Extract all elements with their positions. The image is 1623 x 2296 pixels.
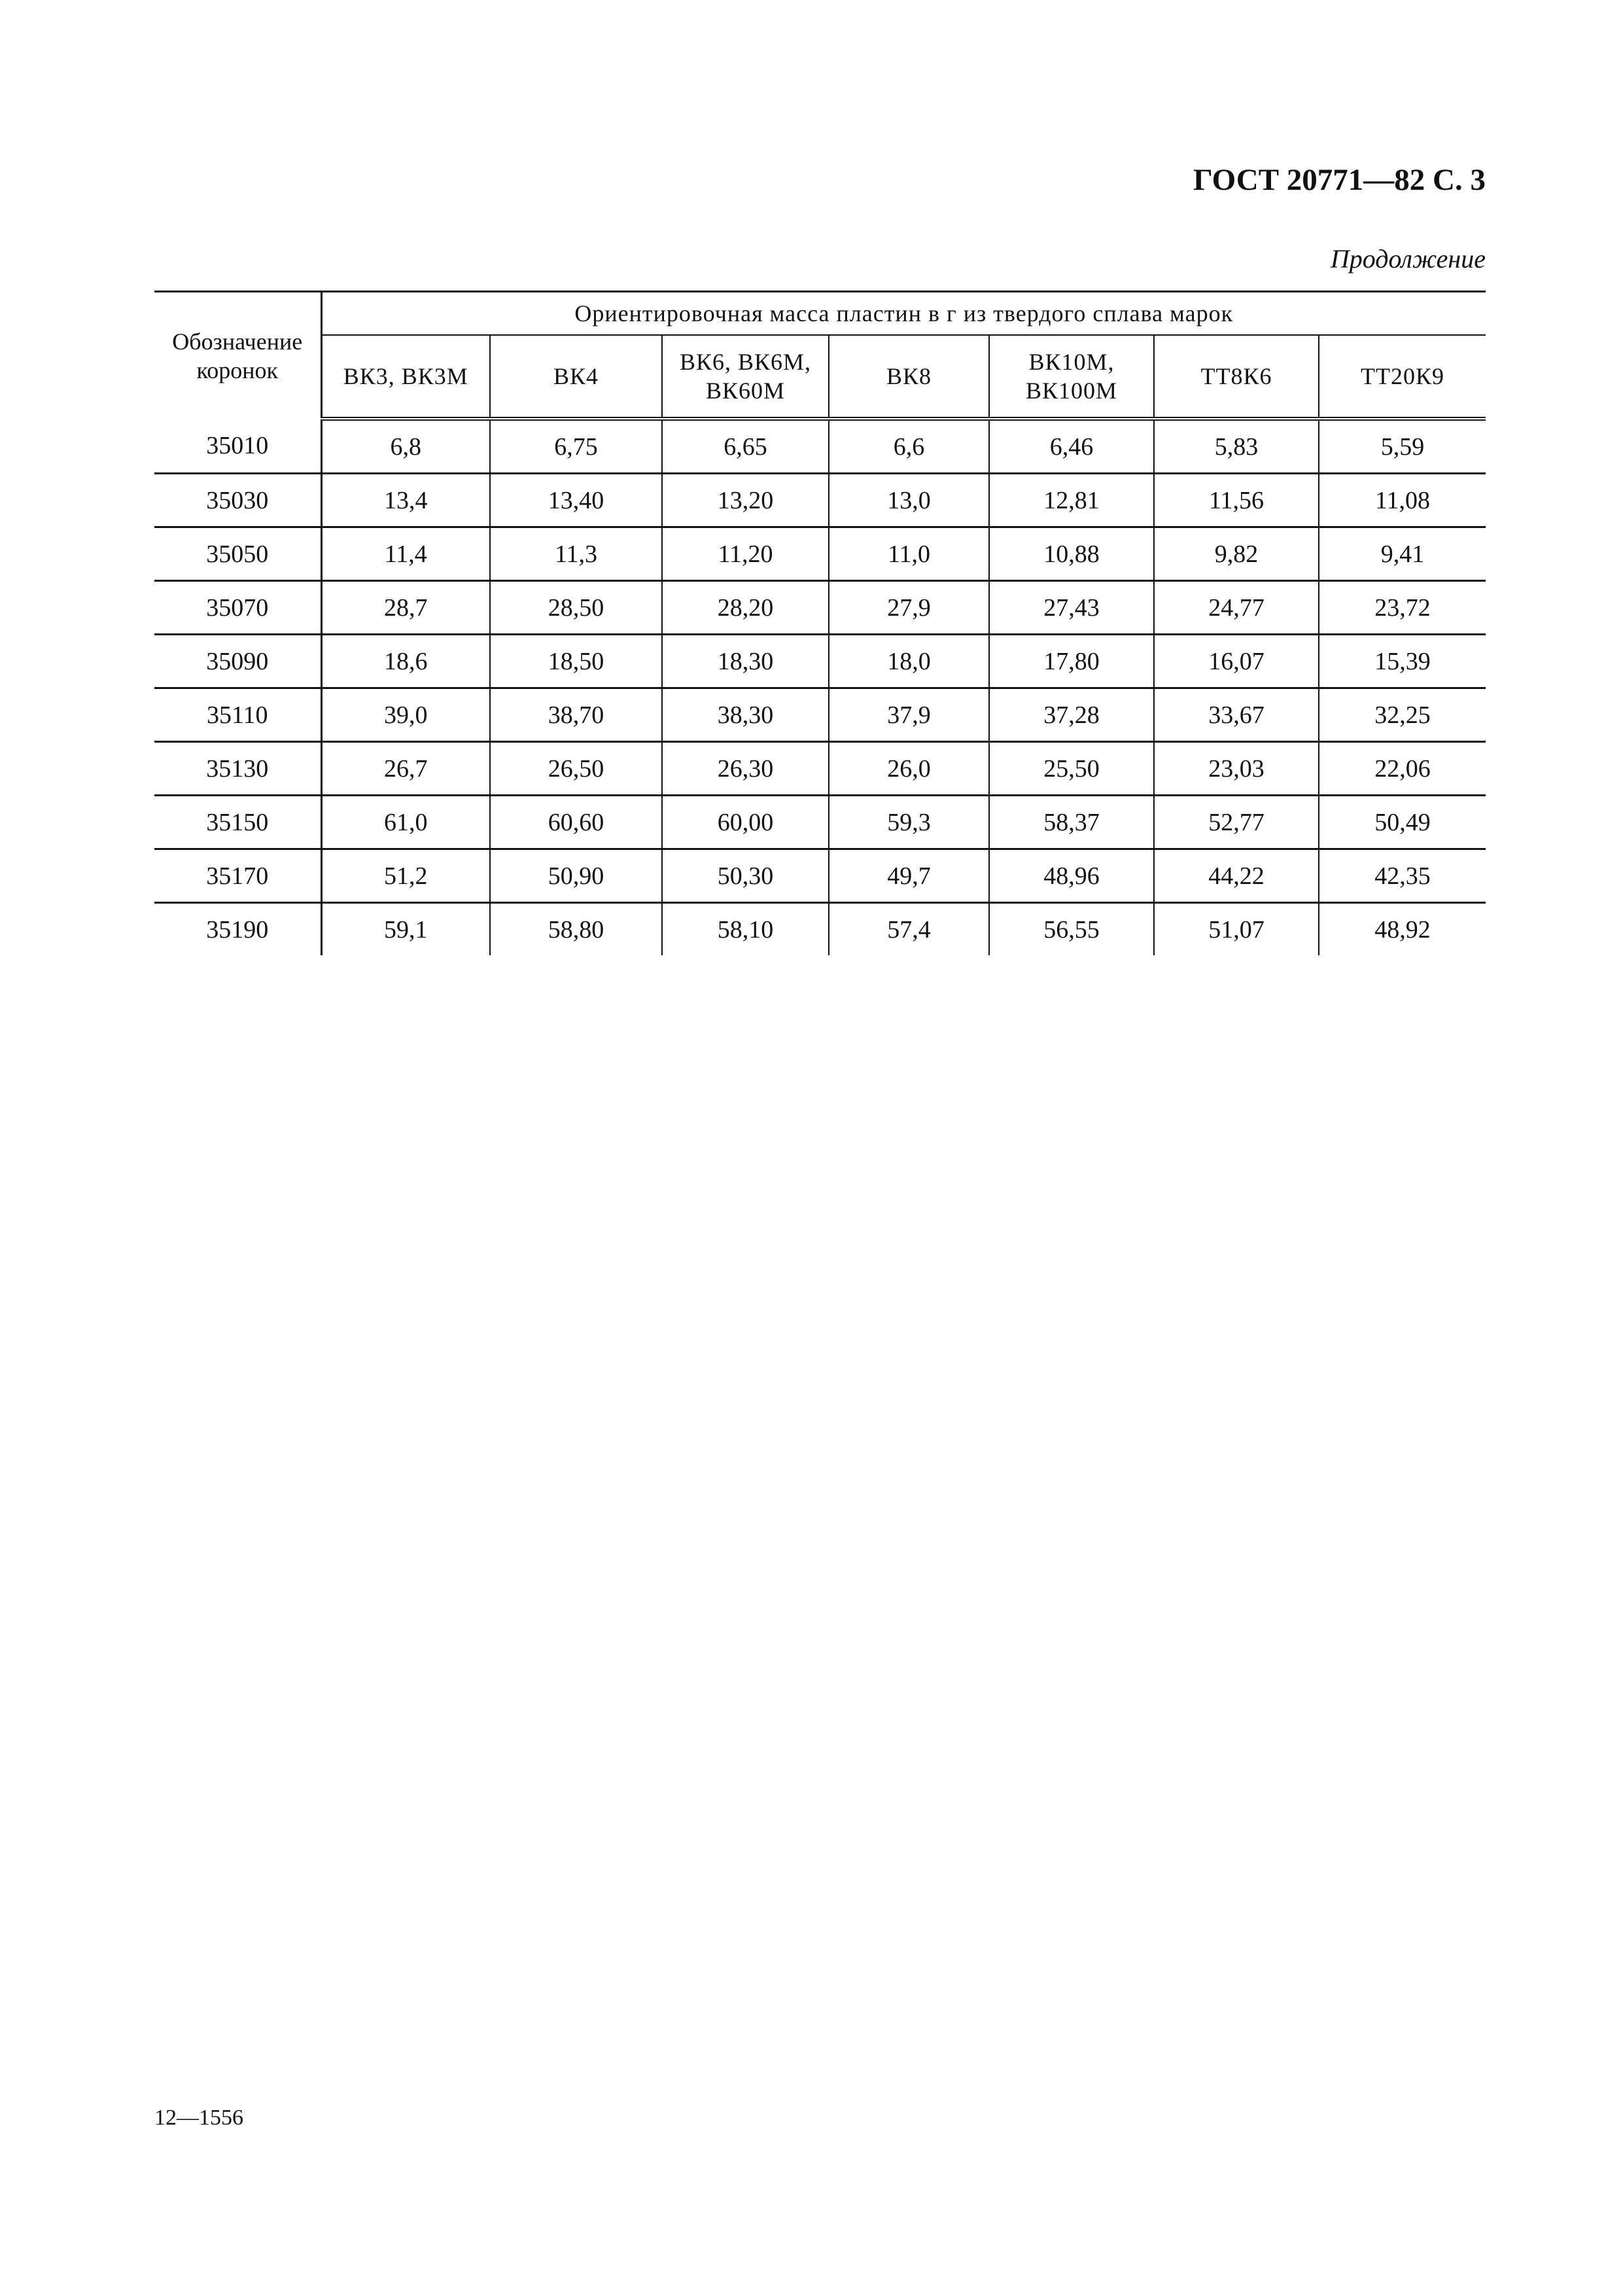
cell-code: 35150 xyxy=(154,796,321,849)
cell-mass: 9,41 xyxy=(1319,527,1486,581)
cell-code: 35050 xyxy=(154,527,321,581)
table-row xyxy=(154,796,1486,849)
column-header-grade: ВК6, ВК6М, ВК60М xyxy=(662,335,829,419)
table-row xyxy=(154,474,1486,527)
cell-mass: 28,50 xyxy=(490,581,662,635)
table-row xyxy=(154,527,1486,581)
cell-mass: 26,50 xyxy=(490,742,662,796)
cell-mass: 5,59 xyxy=(1319,419,1486,474)
cell-mass: 10,88 xyxy=(989,527,1154,581)
cell-mass: 6,75 xyxy=(490,419,662,474)
cell-mass: 44,22 xyxy=(1154,849,1319,903)
column-header-grade: ВК8 xyxy=(829,335,989,419)
table-row xyxy=(154,742,1486,796)
cell-mass: 13,40 xyxy=(490,474,662,527)
table-body xyxy=(154,419,1486,955)
page-title: ГОСТ 20771—82 С. 3 xyxy=(1193,163,1486,197)
cell-mass: 17,80 xyxy=(989,635,1154,688)
cell-mass: 15,39 xyxy=(1319,635,1486,688)
cell-mass: 38,30 xyxy=(662,688,829,742)
cell-mass: 37,9 xyxy=(829,688,989,742)
cell-code: 35170 xyxy=(154,849,321,903)
mass-table-container xyxy=(154,291,1486,955)
cell-mass: 16,07 xyxy=(1154,635,1319,688)
cell-mass: 39,0 xyxy=(321,688,490,742)
cell-mass: 18,30 xyxy=(662,635,829,688)
cell-mass: 60,00 xyxy=(662,796,829,849)
cell-code: 35090 xyxy=(154,635,321,688)
cell-code: 35010 xyxy=(154,419,321,474)
cell-mass: 18,0 xyxy=(829,635,989,688)
cell-mass: 11,56 xyxy=(1154,474,1319,527)
cell-mass: 26,30 xyxy=(662,742,829,796)
cell-mass: 6,65 xyxy=(662,419,829,474)
cell-mass: 50,90 xyxy=(490,849,662,903)
cell-mass: 60,60 xyxy=(490,796,662,849)
cell-mass: 57,4 xyxy=(829,903,989,956)
cell-mass: 27,9 xyxy=(829,581,989,635)
cell-mass: 13,0 xyxy=(829,474,989,527)
cell-mass: 25,50 xyxy=(989,742,1154,796)
cell-mass: 26,7 xyxy=(321,742,490,796)
cell-mass: 27,43 xyxy=(989,581,1154,635)
cell-mass: 49,7 xyxy=(829,849,989,903)
table-row xyxy=(154,581,1486,635)
cell-mass: 9,82 xyxy=(1154,527,1319,581)
cell-mass: 58,37 xyxy=(989,796,1154,849)
cell-mass: 37,28 xyxy=(989,688,1154,742)
column-group-header: Ориентировочная масса пластин в г из твердого сплава марок xyxy=(321,292,1486,336)
cell-mass: 58,10 xyxy=(662,903,829,956)
cell-mass: 48,92 xyxy=(1374,915,1431,944)
cell-mass: 5,83 xyxy=(1154,419,1319,474)
cell-mass: 51,07 xyxy=(1154,903,1319,956)
print-code: 12—1556 xyxy=(154,2106,243,2130)
cell-mass: 56,55 xyxy=(989,903,1154,956)
cell-mass: 58,80 xyxy=(490,903,662,956)
cell-mass: 51,2 xyxy=(321,849,490,903)
cell-mass: 23,03 xyxy=(1154,742,1319,796)
table-row xyxy=(154,635,1486,688)
column-header-grade: ВК3, ВК3М xyxy=(321,335,490,419)
cell-mass: 13,4 xyxy=(321,474,490,527)
table-header xyxy=(154,292,1486,419)
cell-code: 35190 xyxy=(154,903,321,956)
cell-mass: 59,3 xyxy=(829,796,989,849)
cell-mass: 6,6 xyxy=(829,419,989,474)
column-header-grade: ВК4 xyxy=(490,335,662,419)
column-header-code: Обозначение коронок xyxy=(154,292,321,419)
cell-mass: 23,72 xyxy=(1319,581,1486,635)
mass-table xyxy=(154,291,1486,955)
cell-mass: 28,20 xyxy=(662,581,829,635)
cell-mass: 42,35 xyxy=(1319,849,1486,903)
cell-mass: 32,25 xyxy=(1319,688,1486,742)
cell-mass: 59,1 xyxy=(321,903,490,956)
cell-mass: 52,77 xyxy=(1154,796,1319,849)
cell-mass: 18,50 xyxy=(490,635,662,688)
cell-mass: 24,77 xyxy=(1154,581,1319,635)
table-row xyxy=(154,419,1486,474)
column-header-grade: ТТ20К9 xyxy=(1319,335,1486,419)
cell-code: 35070 xyxy=(154,581,321,635)
column-header-grade: ВК10М, ВК100М xyxy=(989,335,1154,419)
cell-mass: 11,4 xyxy=(321,527,490,581)
cell-mass: 50,30 xyxy=(662,849,829,903)
cell-mass: 61,0 xyxy=(321,796,490,849)
cell-mass: 6,46 xyxy=(989,419,1154,474)
cell-mass: 48,96 xyxy=(989,849,1154,903)
cell-mass: 12,81 xyxy=(989,474,1154,527)
cell-mass: 6,8 xyxy=(321,419,490,474)
cell-mass: 28,7 xyxy=(321,581,490,635)
cell-mass: 11,08 xyxy=(1319,474,1486,527)
cell-code: 35130 xyxy=(154,742,321,796)
cell-mass: 38,70 xyxy=(490,688,662,742)
column-header-grade: ТТ8К6 xyxy=(1154,335,1319,419)
cell-code: 35110 xyxy=(154,688,321,742)
cell-mass: 11,3 xyxy=(490,527,662,581)
table-row xyxy=(154,903,1486,956)
continuation-label: Продолжение xyxy=(1330,244,1486,274)
cell-mass: 50,49 xyxy=(1319,796,1486,849)
cell-mass: 11,20 xyxy=(662,527,829,581)
cell-mass: 13,20 xyxy=(662,474,829,527)
cell-mass: 26,0 xyxy=(829,742,989,796)
cell-mass: 33,67 xyxy=(1154,688,1319,742)
cell-mass: 22,06 xyxy=(1319,742,1486,796)
cell-mass: 11,0 xyxy=(829,527,989,581)
cell-mass: 18,6 xyxy=(321,635,490,688)
table-row xyxy=(154,688,1486,742)
cell-code: 35030 xyxy=(154,474,321,527)
table-row xyxy=(154,849,1486,903)
